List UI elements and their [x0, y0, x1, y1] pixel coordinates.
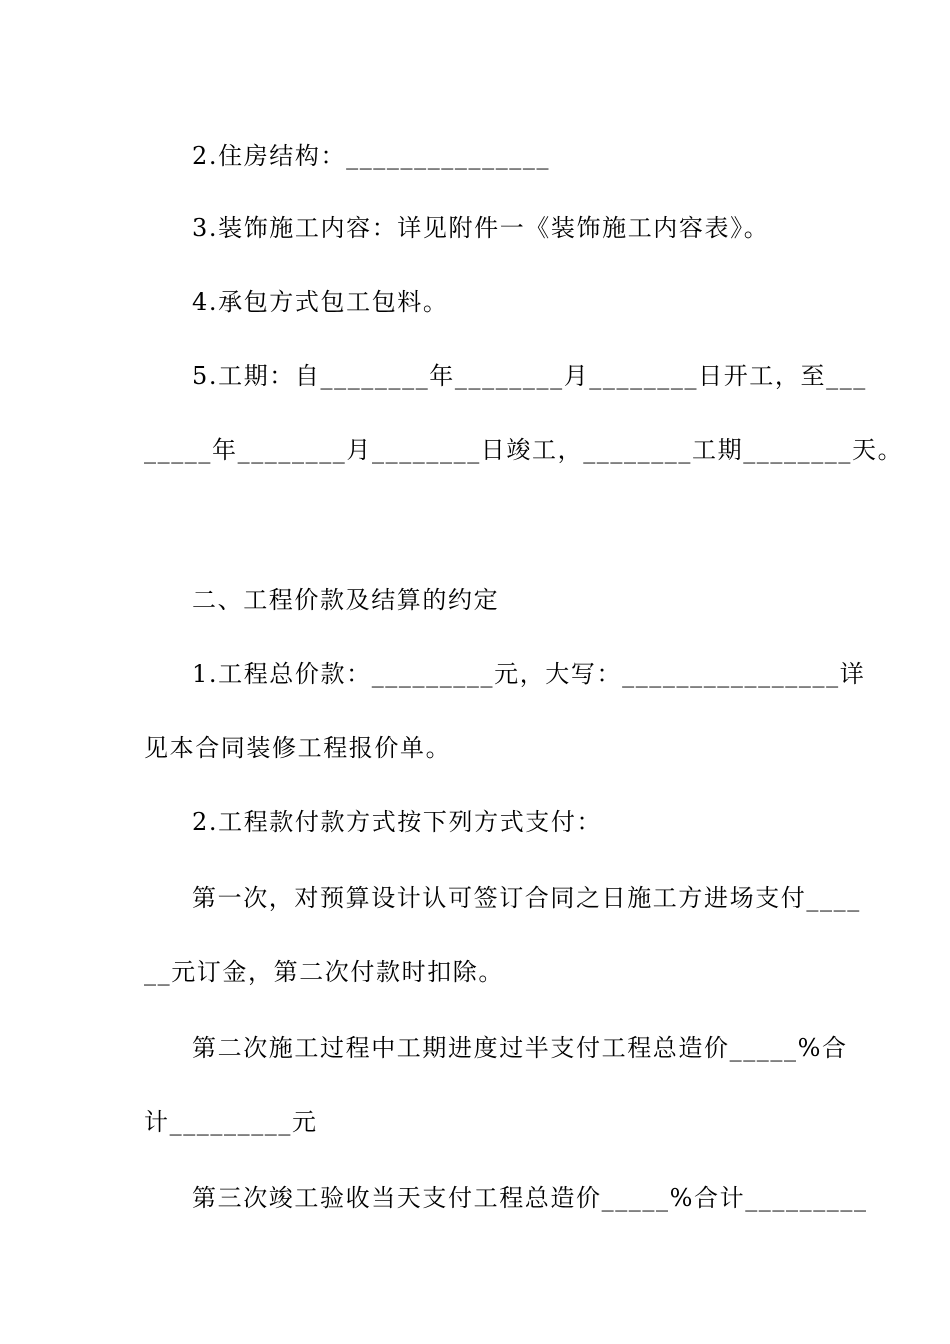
item-housing-structure: 2.住房结构：_______________ — [192, 142, 551, 170]
payment-second-cont: 计_________元 — [144, 1108, 318, 1136]
payment-first-cont: __元订金，第二次付款时扣除。 — [144, 958, 504, 986]
item-schedule-start: 5.工期：自________年________月________日开工，至___ — [192, 362, 867, 390]
item-contract-method: 4.承包方式包工包料。 — [192, 288, 449, 316]
payment-first: 第一次，对预算设计认可签订合同之日施工方进场支付____ — [192, 884, 861, 912]
item-schedule-end: _____年________月________日竣工，________工期________天。 — [144, 436, 904, 464]
item-total-price: 1.工程总价款：_________元，大写：________________详 — [192, 660, 866, 688]
section-heading-price-settlement: 二、工程价款及结算的约定 — [192, 586, 500, 614]
payment-second: 第二次施工过程中工期进度过半支付工程总造价_____%合 — [192, 1034, 848, 1062]
item-total-price-cont: 见本合同装修工程报价单。 — [144, 734, 452, 762]
item-decoration-content: 3.装饰施工内容：详见附件一《装饰施工内容表》。 — [192, 214, 770, 242]
payment-third: 第三次竣工验收当天支付工程总造价_____%合计_________ — [192, 1184, 868, 1212]
item-payment-method: 2.工程款付款方式按下列方式支付： — [192, 808, 603, 836]
